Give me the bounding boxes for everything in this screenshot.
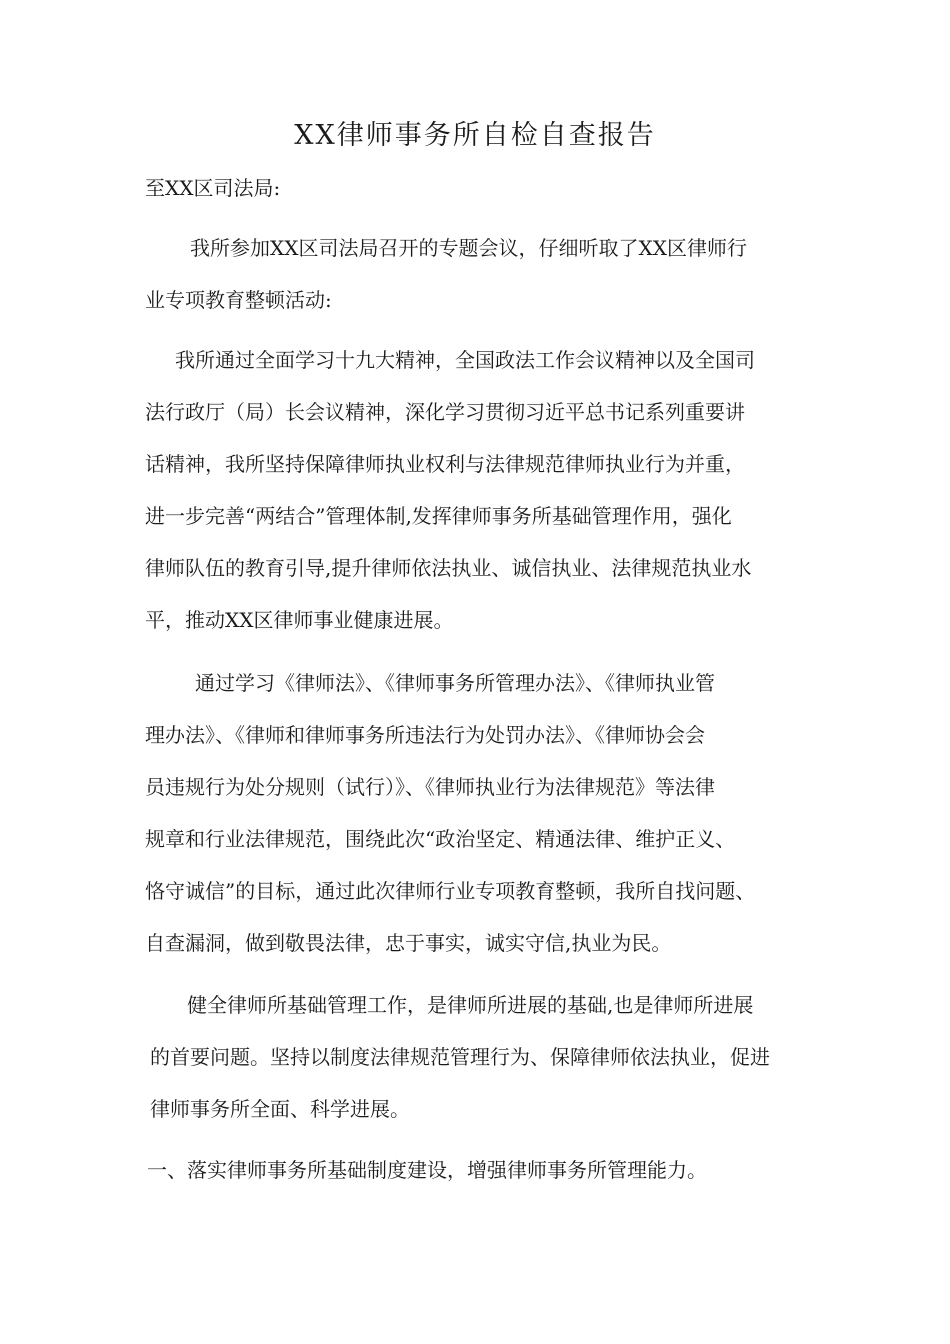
paragraph-2-line-1: 我所通过全面学习十九大精神，全国政法工作会议精神以及全国司 xyxy=(175,348,755,372)
paragraph-3-line-6: 自查漏洞，做到敬畏法律，忠于事实，诚实守信,执业为民。 xyxy=(145,931,672,955)
document-title: XX律师事务所自检自查报告 xyxy=(294,120,656,151)
paragraph-2-line-4: 进一步完善“两结合”管理体制,发挥律师事务所基础管理作用，强化 xyxy=(145,504,732,528)
paragraph-2-line-6: 平，推动XX区律师事业健康进展。 xyxy=(145,608,454,632)
paragraph-4-line-2: 的首要问题。坚持以制度法律规范管理行为、保障律师依法执业，促进 xyxy=(150,1045,770,1069)
paragraph-3-line-5: 恪守诚信”的目标，通过此次律师行业专项教育整顿，我所自找问题、 xyxy=(145,879,756,903)
paragraph-1-line-1: 我所参加XX区司法局召开的专题会议，仔细听取了XX区律师行 xyxy=(190,236,747,260)
paragraph-3-line-4: 规章和行业法律规范，围绕此次“政治坚定、精通法律、维护正义、 xyxy=(145,827,736,851)
paragraph-2-line-3: 话精神，我所坚持保障律师执业权利与法律规范律师执业行为并重， xyxy=(145,452,745,476)
paragraph-2-line-5: 律师队伍的教育引导,提升律师依法执业、诚信执业、法律规范执业水 xyxy=(145,556,752,580)
paragraph-4-line-1: 健全律师所基础管理工作，是律师所进展的基础,也是律师所进展 xyxy=(187,993,754,1017)
salutation: 至XX区司法局: xyxy=(145,176,281,200)
paragraph-2-line-2: 法行政厅（局）长会议精神，深化学习贯彻习近平总书记系列重要讲 xyxy=(145,400,745,424)
paragraph-3-line-2: 理办法》、《律师和律师事务所违法行为处罚办法》、《律师协会会 xyxy=(145,723,705,747)
paragraph-3-line-3: 员违规行为处分规则（试行）》、《律师执业行为法律规范》等法律 xyxy=(145,775,715,799)
paragraph-4-line-3: 律师事务所全面、科学进展。 xyxy=(150,1097,410,1121)
section-heading-1: 一、落实律师事务所基础制度建设，增强律师事务所管理能力。 xyxy=(147,1158,707,1182)
paragraph-1-line-2: 业专项教育整顿活动: xyxy=(145,288,332,312)
paragraph-3-line-1: 通过学习《律师法》、《律师事务所管理办法》、《律师执业管 xyxy=(195,671,715,695)
